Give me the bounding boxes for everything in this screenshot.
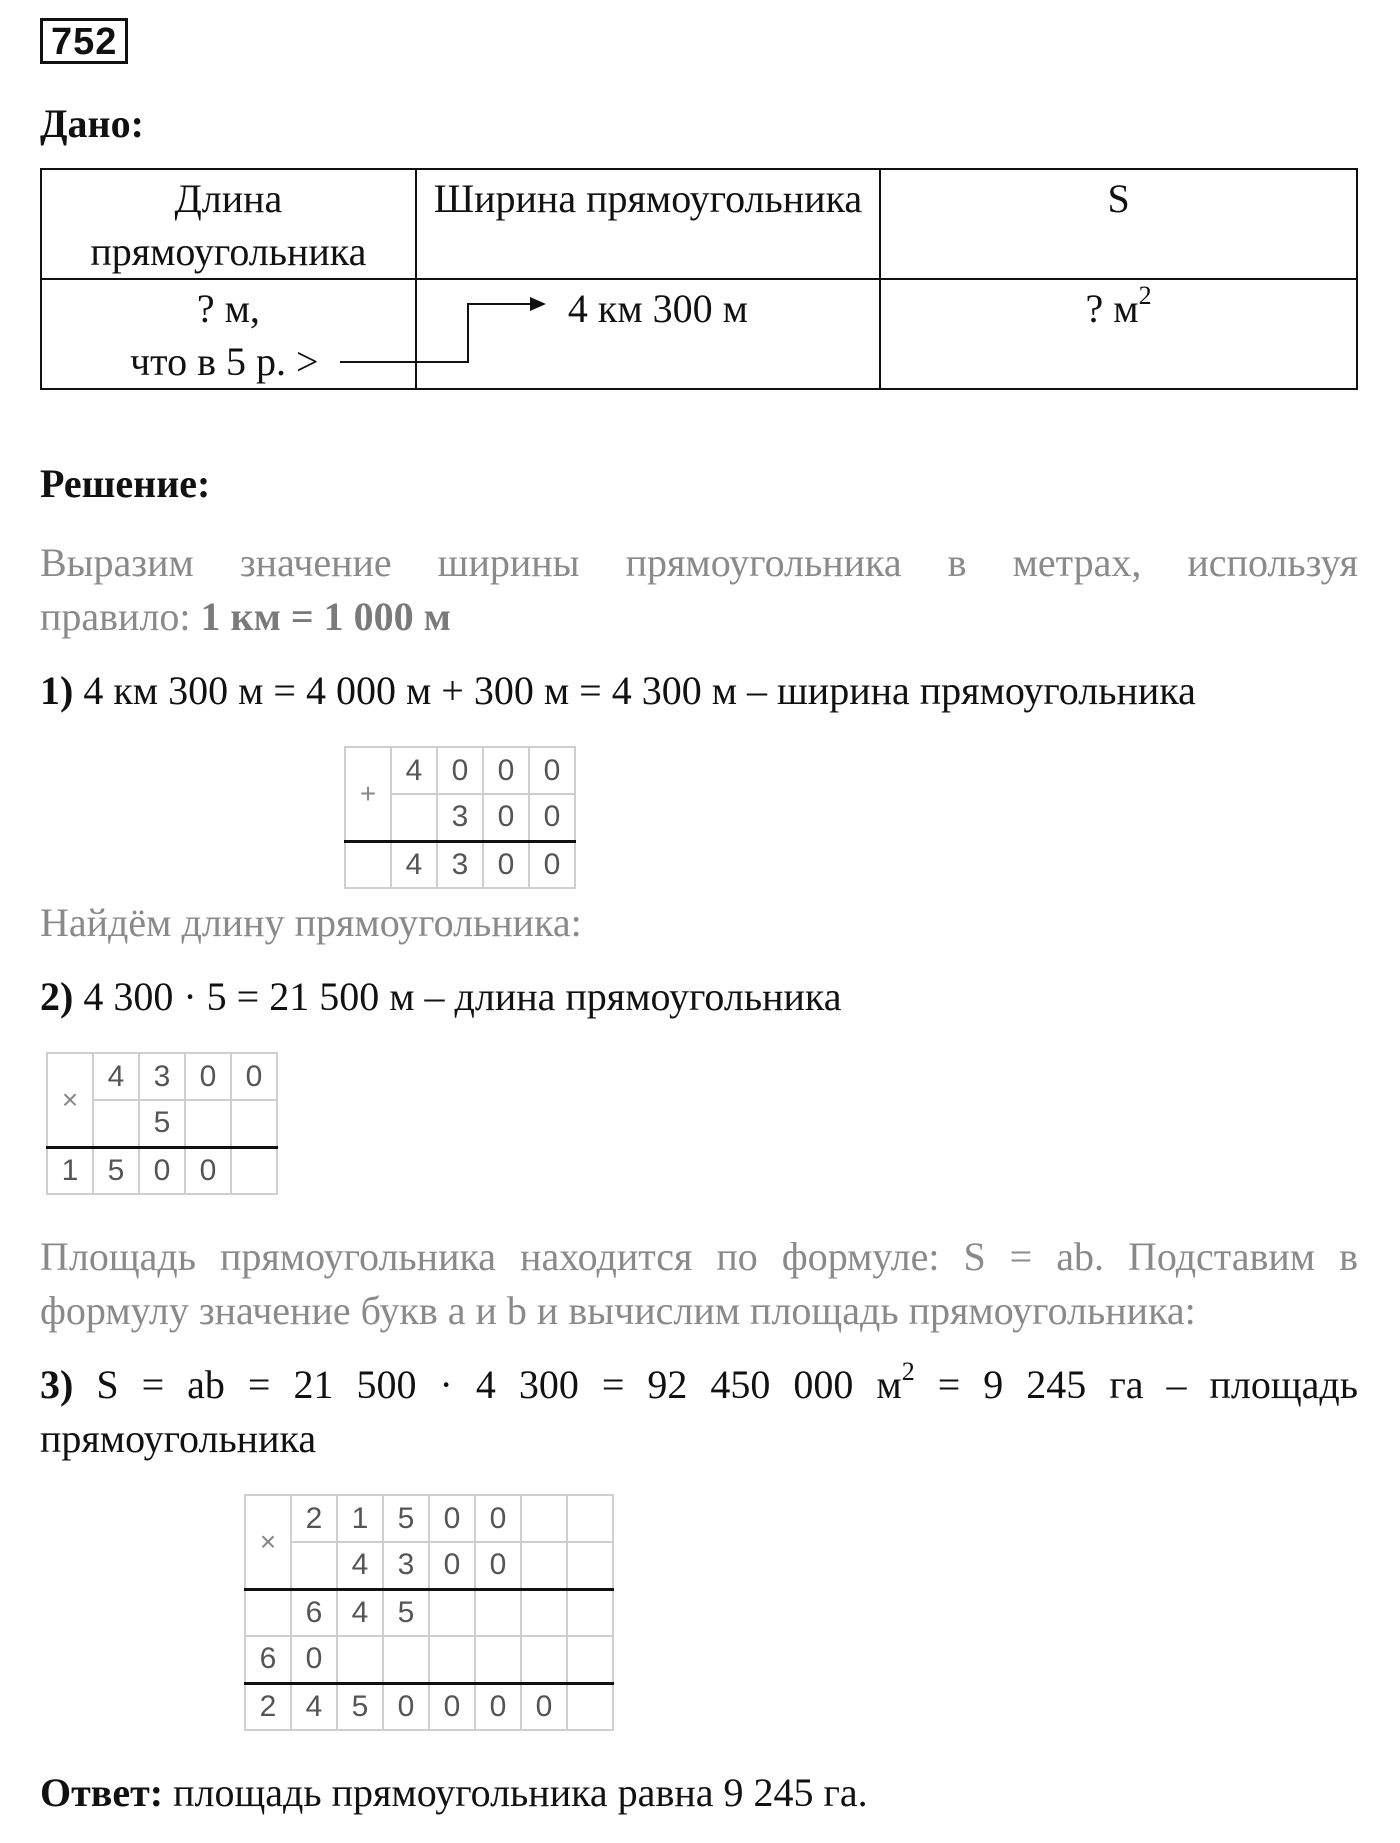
- digit-cell: [475, 1589, 521, 1636]
- given-heading: Дано:: [40, 101, 144, 146]
- length-value: ? м,: [196, 286, 260, 331]
- digit-cell: [337, 1636, 383, 1683]
- digit-cell: 4: [391, 747, 437, 794]
- digit-cell: [93, 1100, 139, 1147]
- digit-cell: 0: [185, 1147, 231, 1194]
- answer: Ответ: площадь прямоугольника равна 9 245 га.: [40, 1770, 868, 1815]
- digit-cell: 0: [529, 747, 575, 794]
- digit-cell: 0: [185, 1053, 231, 1100]
- digit-cell: 0: [483, 841, 529, 888]
- digit-cell: [567, 1636, 613, 1683]
- digit-cell: 0: [383, 1683, 429, 1730]
- digit-cell: 4: [93, 1053, 139, 1100]
- digit-cell: 0: [521, 1683, 567, 1730]
- digit-cell: 2: [245, 1683, 291, 1730]
- digit-cell: 6: [245, 1636, 291, 1683]
- digit-cell: 2: [291, 1495, 337, 1542]
- digit-cell: 6: [291, 1589, 337, 1636]
- digit-cell: [521, 1495, 567, 1542]
- digit-cell: 1: [47, 1147, 93, 1194]
- digit-cell: 0: [437, 747, 483, 794]
- intro-rule: правило: 1 км = 1 000 м: [40, 594, 451, 639]
- step-3-continued: прямоугольника: [40, 1416, 317, 1461]
- digit-cell: [567, 1683, 613, 1730]
- digit-cell: 0: [429, 1542, 475, 1589]
- header-width: Ширина прямоугольника: [416, 169, 880, 279]
- digit-cell: 0: [475, 1542, 521, 1589]
- digit-cell: 0: [429, 1495, 475, 1542]
- digit-cell: 3: [437, 794, 483, 841]
- digit-cell: 0: [231, 1053, 277, 1100]
- digit-cell: 3: [383, 1542, 429, 1589]
- digit-cell: 0: [139, 1147, 185, 1194]
- length-relation: что в 5 р. >: [130, 339, 319, 384]
- digit-cell: [521, 1636, 567, 1683]
- multiplication-grid-1: [46, 1052, 278, 1195]
- digit-cell: [429, 1589, 475, 1636]
- digit-cell: [475, 1636, 521, 1683]
- digit-cell: [567, 1589, 613, 1636]
- digit-cell: [521, 1542, 567, 1589]
- digit-cell: [185, 1100, 231, 1147]
- digit-cell: 0: [529, 794, 575, 841]
- digit-cell: 3: [437, 841, 483, 888]
- digit-cell: 5: [337, 1683, 383, 1730]
- digit-cell: [521, 1589, 567, 1636]
- step-2: 2) 4 300 · 5 = 21 500 м – длина прямоугольника: [40, 974, 842, 1019]
- digit-cell: 0: [483, 794, 529, 841]
- step-3: 3) S = ab = 21 500 · 4 300 = 92 450 000 $м^2 = 9$ 245 га – площадь: [40, 1356, 1359, 1407]
- digit-cell: [383, 1636, 429, 1683]
- digit-cell: [345, 841, 391, 888]
- addition-grid: [344, 746, 576, 889]
- header-length: Длина прямоугольника: [41, 169, 416, 279]
- digit-cell: 0: [475, 1495, 521, 1542]
- digit-cell: 5: [93, 1147, 139, 1194]
- width-value: 4 км 300 м: [567, 286, 748, 331]
- multiplication-grid-2: [244, 1494, 614, 1731]
- digit-cell: 4: [337, 1542, 383, 1589]
- header-area: S: [880, 169, 1357, 279]
- digit-cell: [567, 1542, 613, 1589]
- digit-cell: [429, 1636, 475, 1683]
- digit-cell: 0: [475, 1683, 521, 1730]
- problem-number: 752: [40, 18, 128, 64]
- step-1: 1) 4 км 300 м = 4 000 м + 300 м = 4 300 м – ширина прямоугольника: [40, 668, 1196, 713]
- digit-cell: [245, 1589, 291, 1636]
- operator-sign: +: [345, 747, 391, 841]
- digit-cell: 0: [291, 1636, 337, 1683]
- digit-cell: 4: [391, 841, 437, 888]
- digit-cell: 5: [383, 1589, 429, 1636]
- digit-cell: 1: [337, 1495, 383, 1542]
- digit-cell: 3: [139, 1053, 185, 1100]
- find-length-text: Найдём длину прямоугольника:: [40, 900, 582, 945]
- digit-cell: [231, 1100, 277, 1147]
- intro-text: Выразим значение ширины прямоугольника в метрах, используя: [40, 540, 1358, 585]
- formula-text-1: Площадь прямоугольника находится по формуле: S = ab. Подставим в: [40, 1234, 1358, 1279]
- digit-cell: 0: [529, 841, 575, 888]
- area-value: ? $м^2$: [1085, 280, 1152, 331]
- digit-cell: [231, 1147, 277, 1194]
- digit-cell: [567, 1495, 613, 1542]
- digit-cell: 4: [291, 1683, 337, 1730]
- digit-cell: 0: [483, 747, 529, 794]
- digit-cell: 4: [337, 1589, 383, 1636]
- relation-arrow: [0, 0, 1400, 420]
- solution-heading: Решение:: [40, 461, 211, 506]
- formula-text-2: формулу значение букв a и b и вычислим площадь прямоугольника:: [40, 1288, 1196, 1333]
- digit-cell: [391, 794, 437, 841]
- operator-sign: ×: [245, 1495, 291, 1589]
- digit-cell: 5: [383, 1495, 429, 1542]
- digit-cell: [291, 1542, 337, 1589]
- digit-cell: 0: [429, 1683, 475, 1730]
- operator-sign: ×: [47, 1053, 93, 1147]
- digit-cell: 5: [139, 1100, 185, 1147]
